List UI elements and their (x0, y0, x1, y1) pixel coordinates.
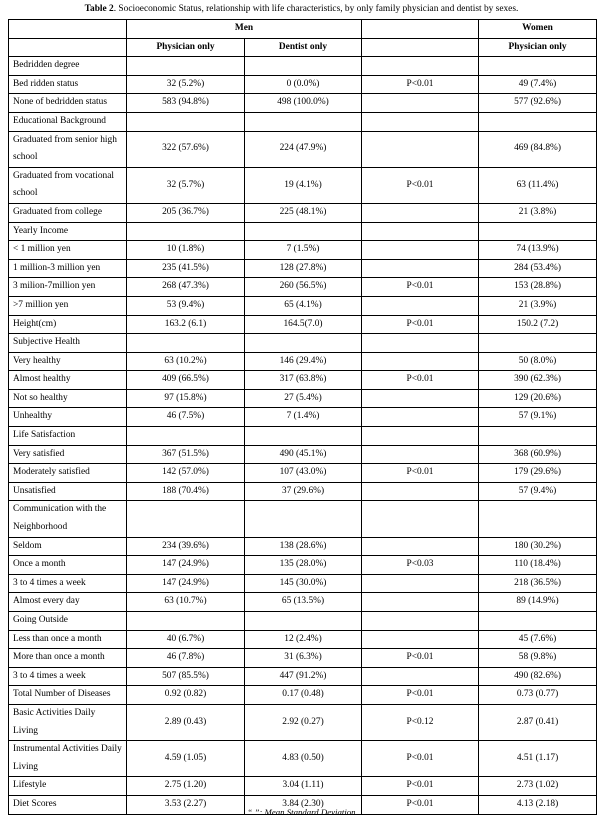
row-label: Graduated from vocational school (9, 167, 127, 203)
p-value (362, 667, 479, 686)
men-physician-value: 147 (24.9%) (127, 556, 245, 575)
women-physician-value: 577 (92.6%) (479, 94, 597, 113)
table-body (9, 57, 597, 814)
table-row (9, 445, 597, 464)
men-dentist-value (245, 427, 362, 446)
women-physician-value: 57 (9.1%) (479, 408, 597, 427)
p-value (362, 445, 479, 464)
table-row (9, 203, 597, 222)
men-physician-value: 32 (5.7%) (127, 167, 245, 203)
row-label: >7 million yen (9, 296, 127, 315)
men-physician-value: 46 (7.5%) (127, 408, 245, 427)
header-women-physician: Physician only (479, 38, 597, 57)
row-label: Life Satisfaction (9, 427, 127, 446)
women-physician-value: 4.51 (1.17) (479, 741, 597, 777)
p-value (362, 612, 479, 631)
row-label: Very satisfied (9, 445, 127, 464)
men-physician-value: 3.53 (2.27) (127, 795, 245, 814)
table-row (9, 667, 597, 686)
table-caption-label: Table 2 (84, 4, 114, 14)
p-value: P<0.01 (362, 278, 479, 297)
men-physician-value (127, 427, 245, 446)
row-label: Basic Activities Daily Living (9, 704, 127, 740)
table-caption (0, 3, 603, 15)
men-dentist-value: 12 (2.4%) (245, 630, 362, 649)
women-physician-value: 21 (3.9%) (479, 296, 597, 315)
women-physician-value: 57 (9.4%) (479, 482, 597, 501)
men-dentist-value (245, 501, 362, 537)
men-dentist-value: 2.92 (0.27) (245, 704, 362, 740)
women-physician-value: 390 (62.3%) (479, 371, 597, 390)
men-dentist-value: 19 (4.1%) (245, 167, 362, 203)
table-row (9, 57, 597, 76)
p-value: P<0.01 (362, 777, 479, 796)
men-physician-value: 409 (66.5%) (127, 371, 245, 390)
header-empty-cell (362, 20, 479, 39)
p-value (362, 259, 479, 278)
row-label: Bedridden degree (9, 57, 127, 76)
table-row (9, 464, 597, 483)
table-row (9, 741, 597, 777)
women-physician-value: 0.73 (0.77) (479, 686, 597, 705)
row-label: Unhealthy (9, 408, 127, 427)
row-label: Instrumental Activities Daily Living (9, 741, 127, 777)
p-value (362, 389, 479, 408)
women-physician-value: 368 (60.9%) (479, 445, 597, 464)
men-physician-value: 2.75 (1.20) (127, 777, 245, 796)
table-caption-text: . Socioeconomic Status, relationship with life characteristics, by only family physician and dentist by sexes. (113, 4, 519, 14)
table-row (9, 352, 597, 371)
men-dentist-value: 490 (45.1%) (245, 445, 362, 464)
men-dentist-value: 0.17 (0.48) (245, 686, 362, 705)
table-row (9, 75, 597, 94)
men-physician-value: 235 (41.5%) (127, 259, 245, 278)
p-value: P<0.12 (362, 704, 479, 740)
p-value (362, 482, 479, 501)
data-table (8, 19, 597, 815)
row-label: 1 million-3 million yen (9, 259, 127, 278)
men-physician-value: 63 (10.2%) (127, 352, 245, 371)
men-dentist-value: 3.84 (2.30) (245, 795, 362, 814)
men-dentist-value: 145 (30.0%) (245, 574, 362, 593)
table-row (9, 593, 597, 612)
p-value: P<0.03 (362, 556, 479, 575)
men-dentist-value (245, 222, 362, 241)
men-physician-value: 46 (7.8%) (127, 649, 245, 668)
men-physician-value: 40 (6.7%) (127, 630, 245, 649)
men-physician-value: 205 (36.7%) (127, 203, 245, 222)
women-physician-value: 21 (3.8%) (479, 203, 597, 222)
men-dentist-value (245, 334, 362, 353)
men-dentist-value: 138 (28.6%) (245, 537, 362, 556)
women-physician-value: 490 (82.6%) (479, 667, 597, 686)
men-dentist-value: 107 (43.0%) (245, 464, 362, 483)
men-physician-value: 142 (57.0%) (127, 464, 245, 483)
women-physician-value (479, 427, 597, 446)
men-physician-value: 234 (39.6%) (127, 537, 245, 556)
p-value: P<0.01 (362, 686, 479, 705)
women-physician-value: 2.87 (0.41) (479, 704, 597, 740)
table-row (9, 574, 597, 593)
men-dentist-value: 447 (91.2%) (245, 667, 362, 686)
women-physician-value: 179 (29.6%) (479, 464, 597, 483)
women-physician-value: 2.73 (1.02) (479, 777, 597, 796)
men-physician-value: 507 (85.5%) (127, 667, 245, 686)
men-dentist-value: 7 (1.4%) (245, 408, 362, 427)
row-label: Diet Scores (9, 795, 127, 814)
men-physician-value: 583 (94.8%) (127, 94, 245, 113)
men-physician-value: 147 (24.9%) (127, 574, 245, 593)
p-value (362, 94, 479, 113)
p-value: P<0.01 (362, 464, 479, 483)
women-physician-value: 218 (36.5%) (479, 574, 597, 593)
women-physician-value: 50 (8.0%) (479, 352, 597, 371)
table-row (9, 296, 597, 315)
men-physician-value: 32 (5.2%) (127, 75, 245, 94)
women-physician-value (479, 501, 597, 537)
table-row (9, 704, 597, 740)
table-row (9, 777, 597, 796)
row-label: Going Outside (9, 612, 127, 631)
header-row-columns (9, 38, 597, 57)
p-value (362, 630, 479, 649)
p-value: P<0.01 (362, 75, 479, 94)
row-label: Moderately satisfied (9, 464, 127, 483)
row-label: < 1 million yen (9, 241, 127, 260)
table-row (9, 371, 597, 390)
row-label: Total Number of Diseases (9, 686, 127, 705)
men-physician-value: 10 (1.8%) (127, 241, 245, 260)
table-row (9, 482, 597, 501)
row-label: More than once a month (9, 649, 127, 668)
women-physician-value (479, 112, 597, 131)
table-row (9, 222, 597, 241)
p-value: P<0.01 (362, 167, 479, 203)
women-physician-value: 58 (9.8%) (479, 649, 597, 668)
header-empty-cell (362, 38, 479, 57)
p-value (362, 334, 479, 353)
table-row (9, 131, 597, 167)
men-dentist-value: 4.83 (0.50) (245, 741, 362, 777)
women-physician-value: 89 (14.9%) (479, 593, 597, 612)
women-physician-value (479, 57, 597, 76)
p-value (362, 112, 479, 131)
p-value (362, 131, 479, 167)
men-dentist-value (245, 612, 362, 631)
table-row (9, 315, 597, 334)
men-dentist-value: 37 (29.6%) (245, 482, 362, 501)
row-label: Yearly Income (9, 222, 127, 241)
women-physician-value: 129 (20.6%) (479, 389, 597, 408)
row-label: None of bedridden status (9, 94, 127, 113)
men-dentist-value: 135 (28.0%) (245, 556, 362, 575)
women-physician-value: 4.13 (2.18) (479, 795, 597, 814)
women-physician-value: 150.2 (7.2) (479, 315, 597, 334)
men-dentist-value: 65 (13.5%) (245, 593, 362, 612)
women-physician-value: 180 (30.2%) (479, 537, 597, 556)
header-men: Men (127, 20, 362, 39)
row-label: Almost every day (9, 593, 127, 612)
table-row (9, 389, 597, 408)
p-value: P<0.01 (362, 649, 479, 668)
men-physician-value: 163.2 (6.1) (127, 315, 245, 334)
men-dentist-value: 164.5(7.0) (245, 315, 362, 334)
header-women: Women (479, 20, 597, 39)
table-row (9, 649, 597, 668)
p-value (362, 241, 479, 260)
row-label: 3 milion-7million yen (9, 278, 127, 297)
men-dentist-value: 31 (6.3%) (245, 649, 362, 668)
row-label: Almost healthy (9, 371, 127, 390)
women-physician-value: 284 (53.4%) (479, 259, 597, 278)
row-label: Less than once a month (9, 630, 127, 649)
row-label: Unsatisfied (9, 482, 127, 501)
p-value: P<0.01 (362, 371, 479, 390)
header-empty-cell (9, 20, 127, 39)
women-physician-value: 63 (11.4%) (479, 167, 597, 203)
men-dentist-value: 224 (47.9%) (245, 131, 362, 167)
men-dentist-value: 7 (1.5%) (245, 241, 362, 260)
men-dentist-value (245, 112, 362, 131)
women-physician-value: 74 (13.9%) (479, 241, 597, 260)
men-physician-value (127, 501, 245, 537)
men-physician-value: 4.59 (1.05) (127, 741, 245, 777)
row-label: Once a month (9, 556, 127, 575)
men-dentist-value: 27 (5.4%) (245, 389, 362, 408)
p-value (362, 296, 479, 315)
table-row (9, 408, 597, 427)
table-row (9, 630, 597, 649)
header-men-dentist: Dentist only (245, 38, 362, 57)
table-footnote: “ ”: Mean Standard Deviation (247, 807, 356, 817)
p-value: P<0.01 (362, 795, 479, 814)
row-label: Communication with the Neighborhood (9, 501, 127, 537)
table-row (9, 94, 597, 113)
row-label: Graduated from college (9, 203, 127, 222)
table-row (9, 501, 597, 537)
p-value (362, 537, 479, 556)
row-label: 3 to 4 times a week (9, 574, 127, 593)
header-empty-cell (9, 38, 127, 57)
men-dentist-value: 498 (100.0%) (245, 94, 362, 113)
women-physician-value: 49 (7.4%) (479, 75, 597, 94)
row-label: Seldom (9, 537, 127, 556)
table-row (9, 259, 597, 278)
row-label: Very healthy (9, 352, 127, 371)
row-label: Graduated from senior high school (9, 131, 127, 167)
men-dentist-value: 146 (29.4%) (245, 352, 362, 371)
men-physician-value: 0.92 (0.82) (127, 686, 245, 705)
p-value (362, 408, 479, 427)
table-row (9, 686, 597, 705)
row-label: Not so healthy (9, 389, 127, 408)
women-physician-value (479, 222, 597, 241)
men-physician-value: 53 (9.4%) (127, 296, 245, 315)
table-row (9, 167, 597, 203)
table-row (9, 241, 597, 260)
p-value (362, 203, 479, 222)
men-physician-value (127, 612, 245, 631)
men-dentist-value: 0 (0.0%) (245, 75, 362, 94)
men-dentist-value: 225 (48.1%) (245, 203, 362, 222)
women-physician-value: 153 (28.8%) (479, 278, 597, 297)
women-physician-value (479, 612, 597, 631)
row-label: Lifestyle (9, 777, 127, 796)
row-label: Subjective Health (9, 334, 127, 353)
table-row (9, 334, 597, 353)
p-value (362, 593, 479, 612)
men-physician-value (127, 57, 245, 76)
men-physician-value: 2.89 (0.43) (127, 704, 245, 740)
p-value (362, 501, 479, 537)
men-physician-value: 322 (57.6%) (127, 131, 245, 167)
table-row (9, 278, 597, 297)
p-value (362, 352, 479, 371)
p-value (362, 222, 479, 241)
men-physician-value: 63 (10.7%) (127, 593, 245, 612)
row-label: 3 to 4 times a week (9, 667, 127, 686)
p-value: P<0.01 (362, 741, 479, 777)
men-dentist-value: 260 (56.5%) (245, 278, 362, 297)
header-men-physician: Physician only (127, 38, 245, 57)
p-value: P<0.01 (362, 315, 479, 334)
men-dentist-value: 317 (63.8%) (245, 371, 362, 390)
men-physician-value: 367 (51.5%) (127, 445, 245, 464)
table-row (9, 612, 597, 631)
row-label: Bed ridden status (9, 75, 127, 94)
row-label: Educational Background (9, 112, 127, 131)
women-physician-value: 110 (18.4%) (479, 556, 597, 575)
men-physician-value (127, 222, 245, 241)
men-physician-value: 188 (70.4%) (127, 482, 245, 501)
men-physician-value: 97 (15.8%) (127, 389, 245, 408)
men-dentist-value (245, 57, 362, 76)
women-physician-value: 45 (7.6%) (479, 630, 597, 649)
p-value (362, 57, 479, 76)
header-row-groups (9, 20, 597, 39)
row-label: Height(cm) (9, 315, 127, 334)
men-physician-value (127, 112, 245, 131)
men-physician-value (127, 334, 245, 353)
table-row (9, 537, 597, 556)
table-row (9, 112, 597, 131)
men-dentist-value: 128 (27.8%) (245, 259, 362, 278)
women-physician-value (479, 334, 597, 353)
women-physician-value: 469 (84.8%) (479, 131, 597, 167)
men-dentist-value: 65 (4.1%) (245, 296, 362, 315)
table-row (9, 556, 597, 575)
p-value (362, 427, 479, 446)
men-physician-value: 268 (47.3%) (127, 278, 245, 297)
men-dentist-value: 3.04 (1.11) (245, 777, 362, 796)
p-value (362, 574, 479, 593)
table-row (9, 427, 597, 446)
